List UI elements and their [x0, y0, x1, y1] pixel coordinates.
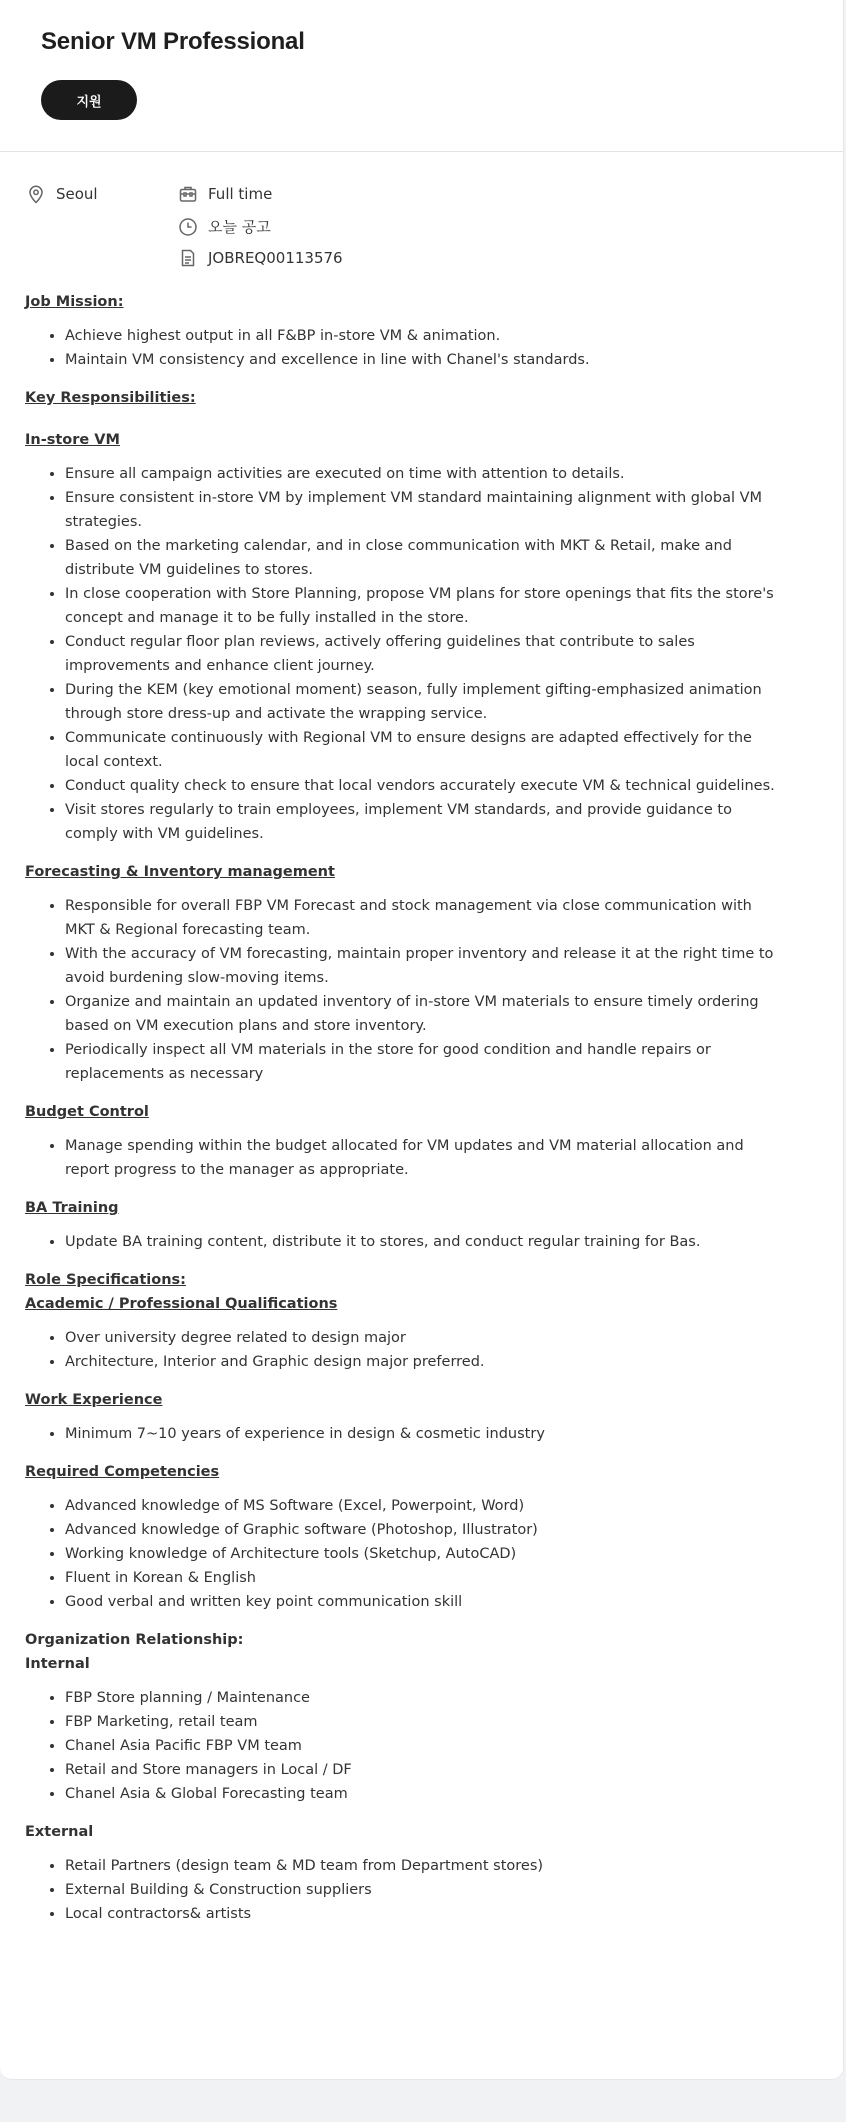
list-item: • Achieve highest output in all F&BP in-store VM & animation.	[65, 324, 818, 348]
location-label: Seoul	[56, 185, 98, 203]
job-description	[0, 290, 843, 1926]
competencies-list	[25, 1494, 818, 1614]
budget-control-heading: Budget Control	[25, 1104, 149, 1120]
list-item: • Over university degree related to design major	[65, 1326, 818, 1350]
list-item: • Minimum 7~10 years of experience in design & cosmetic industry	[65, 1422, 818, 1446]
list-item: • Working knowledge of Architecture tools (Sketchup, AutoCAD)	[65, 1542, 818, 1566]
list-item: • Retail and Store managers in Local / DF	[65, 1758, 818, 1782]
list-item: • Architecture, Interior and Graphic design major preferred.	[65, 1350, 818, 1374]
role-specifications-heading: Role Specifications:	[25, 1272, 186, 1288]
list-item: • Conduct regular floor plan reviews, actively offering guidelines that contribute to sales improvements and enhance client journey.	[65, 630, 818, 678]
req-id-meta	[178, 248, 343, 268]
forecasting-heading: Forecasting & Inventory management	[25, 864, 335, 880]
employment-type-meta	[178, 184, 272, 204]
list-item: • External Building & Construction suppliers	[65, 1878, 818, 1902]
list-item: • Good verbal and written key point communication skill	[65, 1590, 818, 1614]
list-item: • Communicate continuously with Regional VM to ensure designs are adapted effectively for the local context.	[65, 726, 818, 774]
ba-training-list	[25, 1230, 818, 1254]
academic-list	[25, 1326, 818, 1374]
apply-button[interactable]: 지원	[41, 80, 137, 120]
internal-heading: Internal	[25, 1656, 90, 1672]
list-item: • Periodically inspect all VM materials in the store for good condition and handle repairs or replacements as necessary	[65, 1038, 818, 1086]
external-heading: External	[25, 1824, 94, 1840]
posted-label: 오늘 공고	[208, 218, 271, 236]
list-item: • Responsible for overall FBP VM Forecast and stock management via close communication with MKT & Regional forecasting team.	[65, 894, 818, 942]
competencies-heading: Required Competencies	[25, 1464, 220, 1480]
internal-list	[25, 1686, 818, 1806]
req-id-label: JOBREQ00113576	[208, 249, 343, 267]
list-item: • Conduct quality check to ensure that local vendors accurately execute VM & technical guidelines.	[65, 774, 818, 798]
posted-meta	[178, 216, 271, 237]
list-item: • Visit stores regularly to train employees, implement VM standards, and provide guidance to comply with VM guidelines.	[65, 798, 818, 846]
in-store-vm-list	[25, 462, 818, 846]
map-pin-icon	[26, 184, 46, 204]
list-item: • Ensure all campaign activities are executed on time with attention to details.	[65, 462, 818, 486]
employment-type-label: Full time	[208, 185, 273, 203]
in-store-vm-heading: In-store VM	[25, 432, 120, 448]
list-item: • Fluent in Korean & English	[65, 1566, 818, 1590]
clock-icon	[178, 217, 198, 237]
list-item: • Advanced knowledge of Graphic software (Photoshop, Illustrator)	[65, 1518, 818, 1542]
list-item: • Organize and maintain an updated inventory of in-store VM materials to ensure timely ordering based on VM execution plans and store inventory.	[65, 990, 818, 1038]
location-meta	[26, 184, 98, 204]
job-header	[0, 0, 843, 152]
list-item: • Chanel Asia Pacific FBP VM team	[65, 1734, 818, 1758]
list-item: • Advanced knowledge of MS Software (Excel, Powerpoint, Word)	[65, 1494, 818, 1518]
work-experience-heading: Work Experience	[25, 1392, 163, 1408]
external-list	[25, 1854, 818, 1926]
document-icon	[178, 248, 198, 268]
list-item: • With the accuracy of VM forecasting, maintain proper inventory and release it at the right time to avoid burdening slow-moving items.	[65, 942, 818, 990]
list-item: • Local contractors& artists	[65, 1902, 818, 1926]
ba-training-heading: BA Training	[25, 1200, 119, 1216]
list-item: • Update BA training content, distribute it to stores, and conduct regular training for Bas.	[65, 1230, 818, 1254]
work-experience-list	[25, 1422, 818, 1446]
list-item: • In close cooperation with Store Planning, propose VM plans for store openings that fits the store's concept and manage it to be fully installed in the store.	[65, 582, 818, 630]
briefcase-icon	[178, 184, 198, 204]
list-item: • During the KEM (key emotional moment) season, fully implement gifting-emphasized animation through store dress-up and activate the wrapping service.	[65, 678, 818, 726]
job-title: Senior VM Professional	[41, 28, 305, 55]
job-meta	[0, 152, 843, 290]
list-item: • Manage spending within the budget allocated for VM updates and VM material allocation and report progress to the manager as appropriate.	[65, 1134, 818, 1182]
organization-heading: Organization Relationship:	[25, 1632, 244, 1648]
list-item: • Chanel Asia & Global Forecasting team	[65, 1782, 818, 1806]
list-item: • FBP Marketing, retail team	[65, 1710, 818, 1734]
list-item: • Based on the marketing calendar, and in close communication with MKT & Retail, make and distribute VM guidelines to stores.	[65, 534, 818, 582]
job-mission-list	[25, 324, 818, 372]
list-item: • Maintain VM consistency and excellence in line with Chanel's standards.	[65, 348, 818, 372]
forecasting-list	[25, 894, 818, 1086]
budget-control-list	[25, 1134, 818, 1182]
list-item: • Retail Partners (design team & MD team from Department stores)	[65, 1854, 818, 1878]
list-item: • FBP Store planning / Maintenance	[65, 1686, 818, 1710]
key-responsibilities-heading: Key Responsibilities:	[25, 390, 196, 406]
list-item: • Ensure consistent in-store VM by implement VM standard maintaining alignment with global VM strategies.	[65, 486, 818, 534]
job-mission-heading: Job Mission:	[25, 294, 124, 310]
academic-heading: Academic / Professional Qualifications	[25, 1296, 338, 1312]
